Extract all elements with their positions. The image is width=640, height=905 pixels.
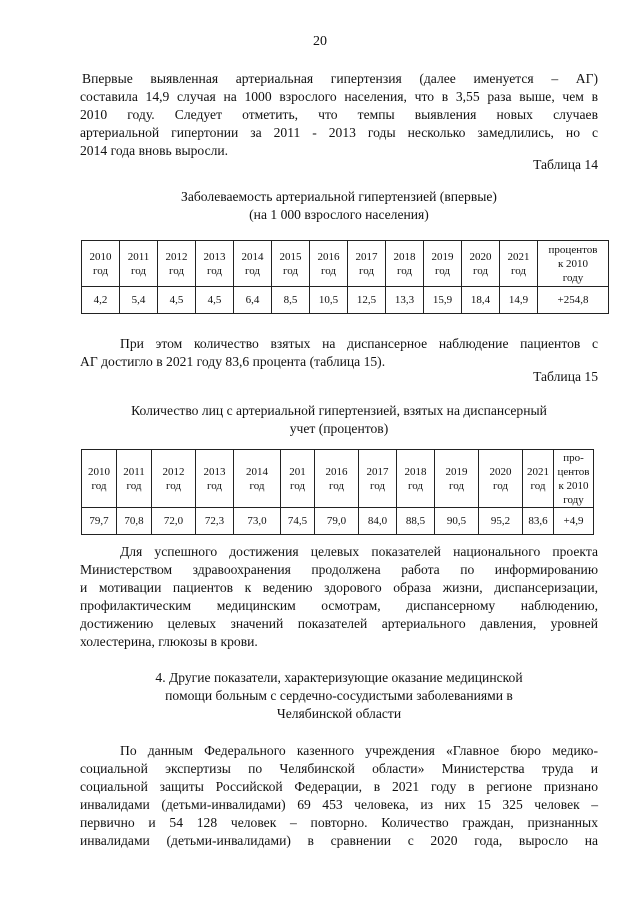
text-line: и мотивации пациентов к ведению здорового образа жизни, диспансеризации, xyxy=(80,580,598,595)
header-cell: 2021 год xyxy=(523,450,554,508)
table-14-subtitle-line: (на 1 000 взрослого населения) xyxy=(249,207,429,222)
text-line: профилактическим медицинским осмотрам, диспансерному наблюдению, xyxy=(80,598,598,613)
header-cell: 2020 год xyxy=(479,450,523,508)
text-line: холестерина, глюкозы в крови. xyxy=(80,634,258,649)
section-4-heading xyxy=(80,669,598,723)
value-cell: 90,5 xyxy=(435,508,479,535)
value-cell: 79,7 xyxy=(82,508,117,535)
value-cell: 14,9 xyxy=(500,287,538,314)
table-15-title-line: Количество лиц с артериальной гипертензией, взятых на диспансерный xyxy=(131,403,547,418)
value-cell: 5,4 xyxy=(120,287,158,314)
table-15-label: Таблица 15 xyxy=(533,369,598,384)
text-line: составила 14,9 случая на 1000 взрослого населения, что в 3,55 раза выше, чем в xyxy=(80,89,598,104)
table-14 xyxy=(81,240,609,314)
heading-line: помощи больным с сердечно-сосудистыми заболеваниями в xyxy=(165,688,513,703)
text-line: Впервые выявленная артериальная гипертензия (далее именуется – АГ) xyxy=(82,71,598,86)
header-cell: 2016 год xyxy=(315,450,359,508)
value-cell: 70,8 xyxy=(117,508,152,535)
text-line: 2010 году. Следует отметить, что темпы выявления новых случаев xyxy=(80,107,598,122)
text-line: первично и 54 128 человек – повторно. Количество граждан, признанных xyxy=(80,815,598,830)
header-cell: 2019 год xyxy=(424,241,462,287)
header-cell: 2015 год xyxy=(272,241,310,287)
heading-line: Челябинской области xyxy=(276,706,402,721)
value-cell: 73,0 xyxy=(234,508,281,535)
value-cell: 12,5 xyxy=(348,287,386,314)
header-cell: 2013 год xyxy=(196,450,234,508)
text-line: достижению целевых значений показателей артериального давления, уровней xyxy=(80,616,598,631)
header-cell: 2011 год xyxy=(120,241,158,287)
table-14-label: Таблица 14 xyxy=(533,157,598,172)
text-line: социальной защиты Российской Федерации, в 2021 году в регионе признано xyxy=(80,779,598,794)
value-cell: 4,5 xyxy=(196,287,234,314)
value-cell: 72,3 xyxy=(196,508,234,535)
header-cell: 2010 год xyxy=(82,450,117,508)
header-cell-percent: про- центов к 2010 году xyxy=(554,450,594,508)
value-cell: 6,4 xyxy=(234,287,272,314)
header-cell: 2019 год xyxy=(435,450,479,508)
header-cell: 2011 год xyxy=(117,450,152,508)
value-cell: 8,5 xyxy=(272,287,310,314)
header-cell: 2014 год xyxy=(234,241,272,287)
value-cell: 72,0 xyxy=(152,508,196,535)
header-cell: 2021 год xyxy=(500,241,538,287)
text-line: Для успешного достижения целевых показателей национального проекта xyxy=(120,544,598,559)
text-line: инвалидами (детьми-инвалидами) в сравнении с 2020 года, выросло на xyxy=(80,833,598,848)
page-number: 20 xyxy=(313,34,327,49)
text-line: социальной экспертизы по Челябинской области» Министерства труда и xyxy=(80,761,598,776)
header-cell: 2018 год xyxy=(397,450,435,508)
value-cell: 4,2 xyxy=(82,287,120,314)
value-cell: 18,4 xyxy=(462,287,500,314)
paragraph-hypertension-incidence xyxy=(80,70,598,160)
value-cell: 4,5 xyxy=(158,287,196,314)
table-15-title xyxy=(80,402,598,438)
value-cell: 79,0 xyxy=(315,508,359,535)
value-cell: 13,3 xyxy=(386,287,424,314)
value-cell: 10,5 xyxy=(310,287,348,314)
value-cell: 15,9 xyxy=(424,287,462,314)
table-header-row xyxy=(82,450,594,508)
header-cell: 2013 год xyxy=(196,241,234,287)
table-15-subtitle-line: учет (процентов) xyxy=(289,421,389,436)
header-cell: 2012 год xyxy=(158,241,196,287)
table-14-title xyxy=(80,188,598,224)
header-cell: 2017 год xyxy=(348,241,386,287)
header-cell: 2018 год xyxy=(386,241,424,287)
text-line: 2014 года вновь выросли. xyxy=(80,143,229,158)
value-cell: 74,5 xyxy=(281,508,315,535)
text-line: По данным Федерального казенного учреждения «Главное бюро медико- xyxy=(120,743,598,758)
table-value-row xyxy=(82,508,594,535)
header-cell: 2014 год xyxy=(234,450,281,508)
paragraph-national-project xyxy=(80,543,598,651)
value-cell: 83,6 xyxy=(523,508,554,535)
header-cell: 2017 год xyxy=(359,450,397,508)
value-cell: 95,2 xyxy=(479,508,523,535)
header-cell: 2020 год xyxy=(462,241,500,287)
header-cell-percent: процентов к 2010 году xyxy=(538,241,609,287)
text-line: АГ достигло в 2021 году 83,6 процента (таблица 15). xyxy=(80,354,386,369)
value-cell: 88,5 xyxy=(397,508,435,535)
table-15 xyxy=(81,449,594,535)
paragraph-dispensary xyxy=(80,335,598,371)
table-header-row xyxy=(82,241,609,287)
paragraph-disability xyxy=(80,742,598,850)
value-cell: 84,0 xyxy=(359,508,397,535)
text-line: Министерством здравоохранения продолжена работа по информированию xyxy=(80,562,598,577)
value-cell: +4,9 xyxy=(554,508,594,535)
heading-line: 4. Другие показатели, характеризующие оказание медицинской xyxy=(155,670,523,685)
header-cell: 2012 год xyxy=(152,450,196,508)
header-cell: 201 год xyxy=(281,450,315,508)
value-cell: +254,8 xyxy=(538,287,609,314)
text-line: артериальной гипертонии за 2011 - 2013 годы несколько замедлились, но с xyxy=(80,125,598,140)
text-line: инвалидами (детьми-инвалидами) 69 453 человека, из них 15 325 человек – xyxy=(80,797,598,812)
header-cell: 2016 год xyxy=(310,241,348,287)
text-line: При этом количество взятых на диспансерное наблюдение пациентов с xyxy=(120,336,598,351)
header-cell: 2010 год xyxy=(82,241,120,287)
table-value-row xyxy=(82,287,609,314)
table-14-title-line: Заболеваемость артериальной гипертензией (впервые) xyxy=(181,189,497,204)
